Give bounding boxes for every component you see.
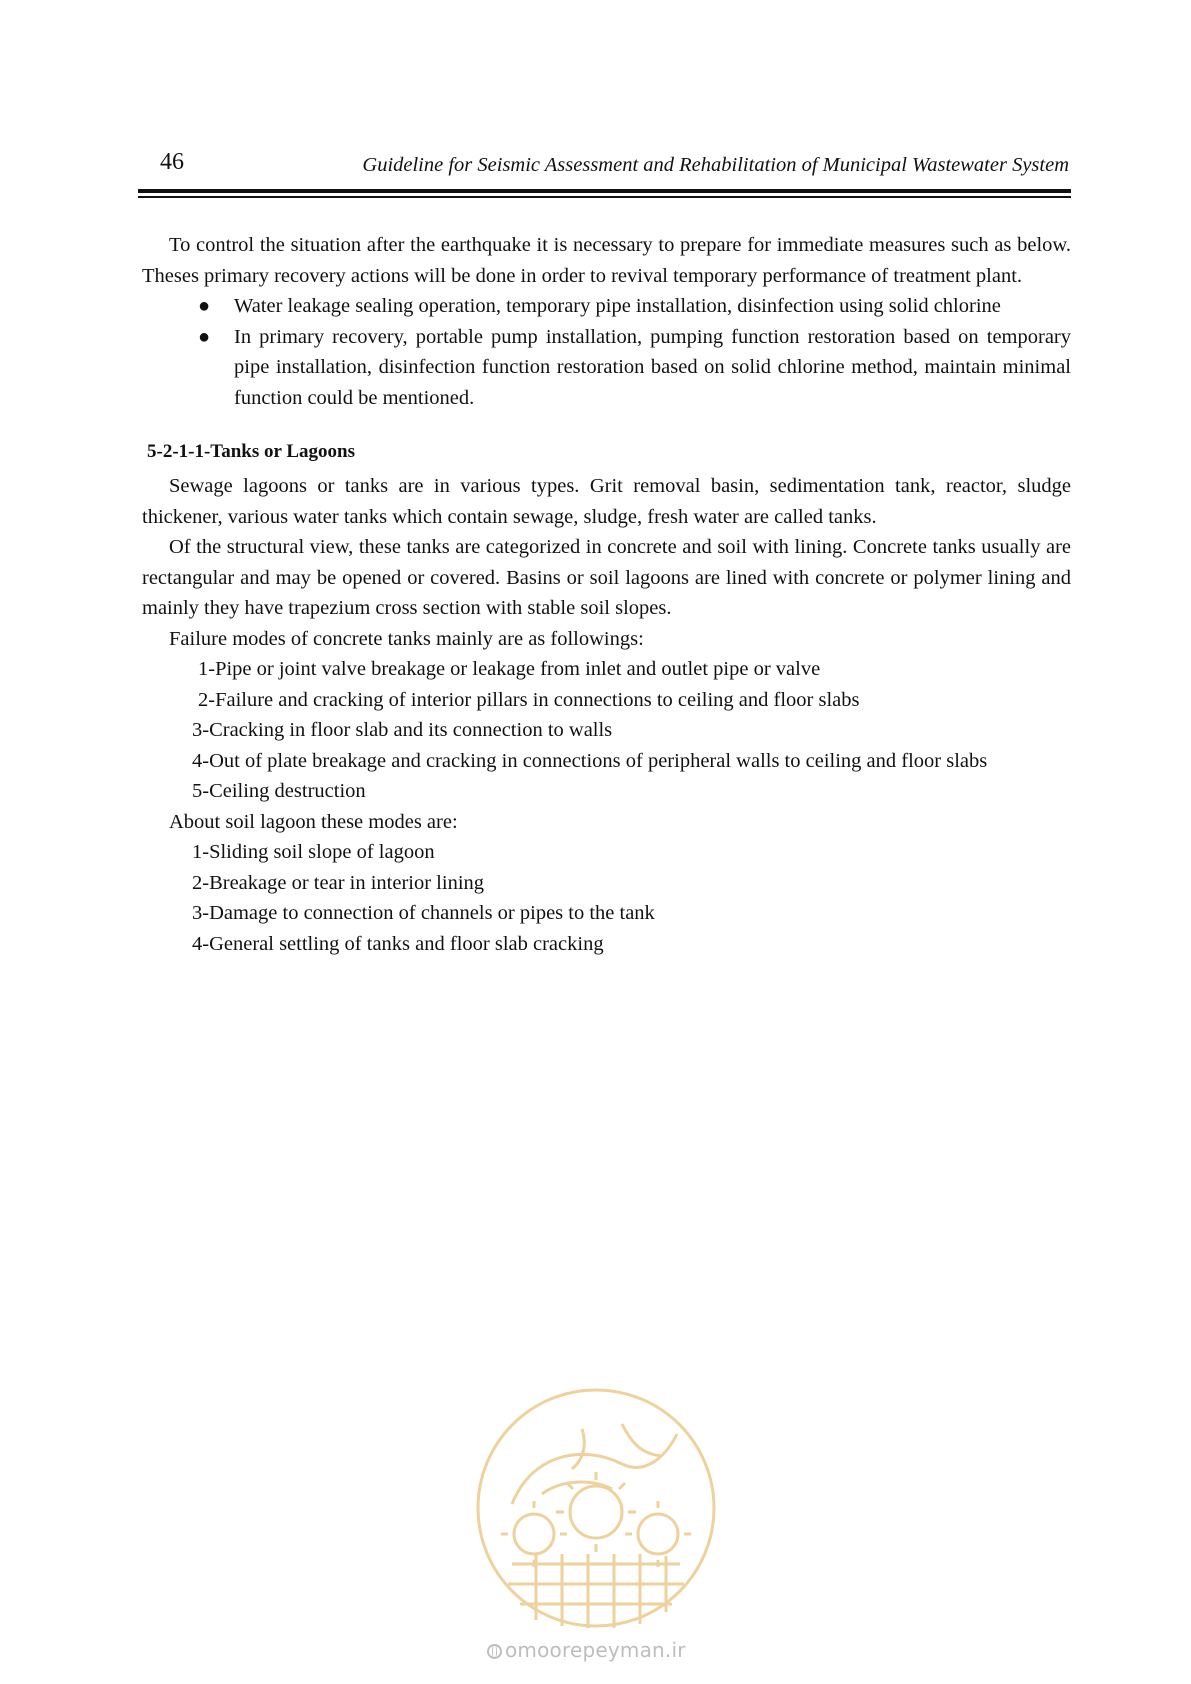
bullet-icon: ●	[198, 325, 211, 348]
page-number: 46	[160, 149, 184, 175]
list-item: 4-Out of plate breakage and cracking in connections of peripheral walls to ceiling and floor slabs	[192, 749, 988, 772]
bullet-item	[198, 322, 1071, 414]
watermark-url	[487, 1638, 707, 1662]
tanks-paragraph: Sewage lagoons or tanks are in various types. Grit removal basin, sedimentation tank, reactor, sludge thickener, various water tanks which contain sewage, sludge, fresh water are called tanks.	[142, 475, 1071, 528]
list-item: 3-Cracking in floor slab and its connection to walls	[192, 719, 613, 741]
soil-modes-lead: About soil lagoon these modes are:	[169, 810, 458, 833]
list-item: 2-Breakage or tear in interior lining	[192, 871, 485, 894]
bullet-text: In primary recovery, portable pump installation, pumping function restoration based on temporary pipe installation, disinfection function restoration based on solid chlorine method, maintain minimal function could be mentioned.	[234, 325, 1071, 409]
list-item: 1-Sliding soil slope of lagoon	[192, 841, 435, 863]
watermark-logo	[472, 1384, 720, 1632]
list-item: 3-Damage to connection of channels or pipes to the tank	[192, 902, 655, 924]
soil-modes-list	[142, 837, 1071, 959]
bullet-item	[198, 291, 1071, 322]
bullet-list	[142, 291, 1071, 413]
bullet-text: Water leakage sealing operation, temporary pipe installation, disinfection using solid chlorine	[234, 295, 1001, 317]
main-content	[142, 230, 1071, 959]
list-item: 4-General settling of tanks and floor slab cracking	[192, 932, 604, 955]
list-item: 5-Ceiling destruction	[192, 780, 366, 802]
running-title: Guideline for Seismic Assessment and Rehabilitation of Municipal Wastewater System	[362, 154, 1069, 176]
concrete-modes-list	[142, 654, 1071, 807]
intro-paragraph: To control the situation after the earthquake it is necessary to prepare for immediate measures such as below. Theses primary recovery actions will be done in order to revival temporary performance of treatment plant.	[142, 234, 1071, 287]
list-item: 2-Failure and cracking of interior pillars in connections to ceiling and floor slabs	[198, 688, 860, 711]
watermark-url-text: omoorepeyman.ir	[505, 1638, 686, 1662]
globe-icon	[487, 1644, 502, 1659]
header-rule-thick	[138, 189, 1071, 193]
header-rule-thin	[138, 196, 1071, 198]
bullet-icon: ●	[198, 295, 211, 317]
list-item: 1-Pipe or joint valve breakage or leakage from inlet and outlet pipe or valve	[198, 658, 821, 680]
section-heading: 5-2-1-1-Tanks or Lagoons	[147, 441, 355, 462]
structural-paragraph: Of the structural view, these tanks are categorized in concrete and soil with lining. Concrete tanks usually are rectangular and may be opened or covered. Basins or soil lagoons are lined with concrete or polymer lining and mainly they have trapezium cross section with stable soil slopes.	[142, 536, 1071, 619]
concrete-modes-lead: Failure modes of concrete tanks mainly are as followings:	[169, 627, 644, 650]
